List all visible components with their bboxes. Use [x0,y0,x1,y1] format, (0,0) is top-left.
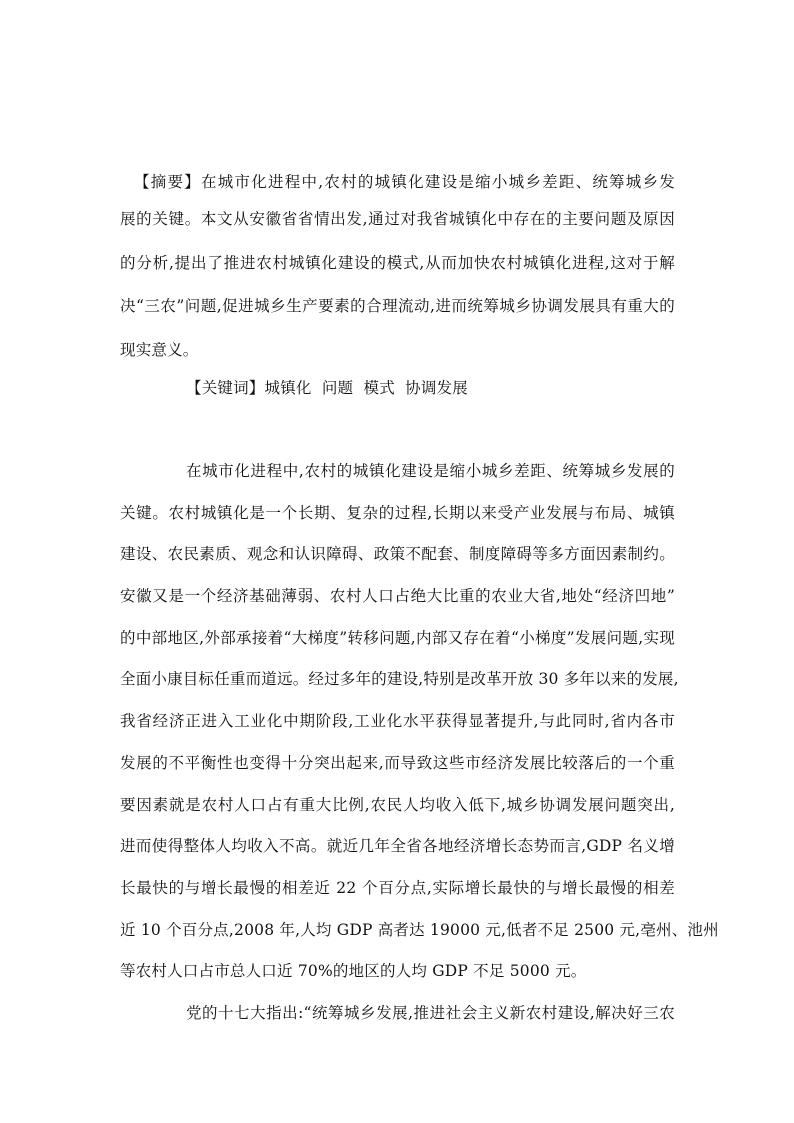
body-p1-line-6: 全面小康目标任重而道远。经过多年的建设,特别是改革开放 30 多年以来的发展, [120,670,679,688]
abstract-line-1: 【摘要】在城市化进程中,农村的城镇化建设是缩小城乡差距、统筹城乡发 [134,173,675,191]
abstract-line-4: 决“三农”问题,促进城乡生产要素的合理流动,进而统筹城乡协调发展具有重大的 [120,297,675,315]
body-p1-line-7: 我省经济正进入工业化中期阶段,工业化水平获得显著提升,与此同时,省内各市 [120,712,675,730]
body-p1-line-10: 进而使得整体人均收入不高。就近几年全省各地经济增长态势而言,GDP 名义增 [120,837,675,855]
body-p1-line-8: 发展的不平衡性也变得十分突出起来,而导致这些市经济发展比较落后的一个重 [120,754,675,772]
abstract-line-2: 展的关键。本文从安徽省省情出发,通过对我省城镇化中存在的主要问题及原因 [120,210,675,228]
keywords-line: 【关键词】城镇化 问题 模式 协调发展 [186,379,468,397]
body-p1-line-12: 近 10 个百分点,2008 年,人均 GDP 高者达 19000 元,低者不足 2500 元,亳州、池州 [120,921,719,939]
body-p1-line-1: 在城市化进程中,农村的城镇化建设是缩小城乡差距、统筹城乡发展的 [186,462,675,480]
body-p1-line-3: 建设、农民素质、观念和认识障碍、政策不配套、制度障碍等多方面因素制约。 [120,545,675,563]
abstract-line-5: 现实意义。 [120,341,199,359]
body-p1-line-2: 关键。农村城镇化是一个长期、复杂的过程,长期以来受产业发展与布局、城镇 [120,504,675,522]
body-p1-line-11: 长最快的与增长最慢的相差近 22 个百分点,实际增长最快的与增长最慢的相差 [120,879,675,897]
abstract-line-3: 的分析,提出了推进农村城镇化建设的模式,从而加快农村城镇化进程,这对于解 [120,254,675,272]
body-p1-line-13: 等农村人口占市总人口近 70%的地区的人均 GDP 不足 5000 元。 [120,962,587,980]
body-p1-line-5: 的中部地区,外部承接着“大梯度”转移问题,内部又存在着“小梯度”发展问题,实现 [120,629,675,647]
body-p1-line-9: 要因素就是农村人口占有重大比例,农民人均收入低下,城乡协调发展问题突出, [120,796,675,814]
body-p1-line-4: 安徽又是一个经济基础薄弱、农村人口占绝大比重的农业大省,地处“经济凹地” [120,587,675,605]
body-p2-line-1: 党的十七大指出:“统筹城乡发展,推进社会主义新农村建设,解决好三农 [186,1004,675,1022]
